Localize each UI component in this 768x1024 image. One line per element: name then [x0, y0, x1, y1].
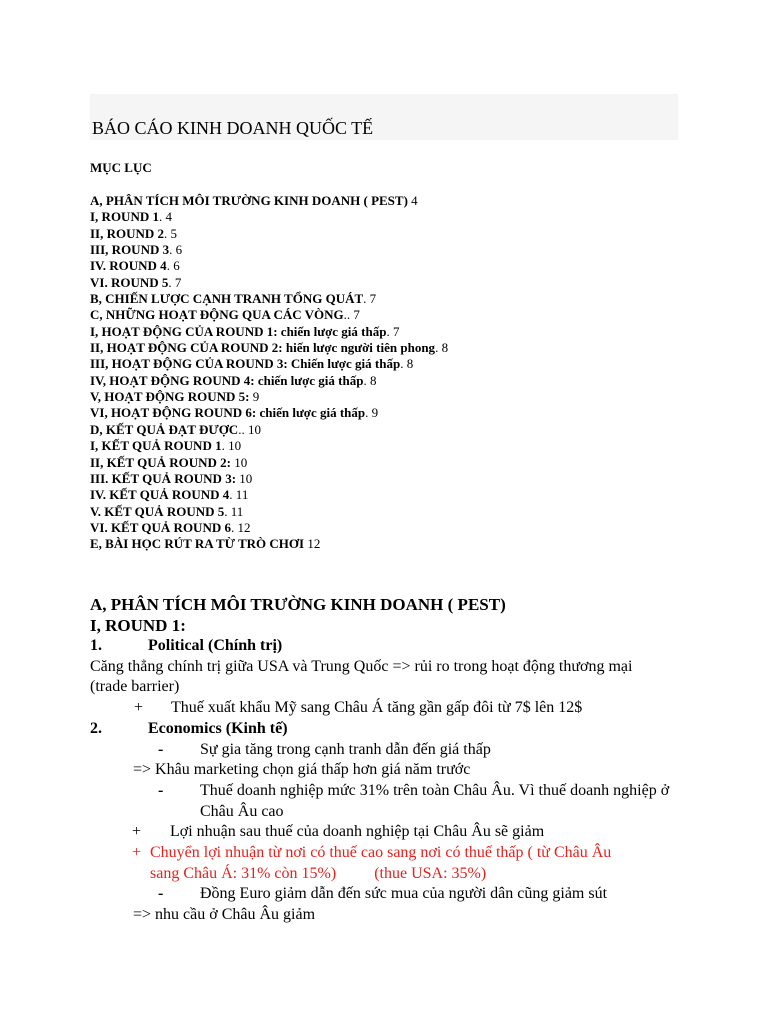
item-number: 1. — [90, 637, 102, 654]
toc-entry-page: . 9 — [365, 405, 379, 421]
toc-entry[interactable] — [90, 209, 448, 225]
toc-entry[interactable] — [90, 242, 448, 258]
econ-plus-1-text: Lợi nhuận sau thuế của doanh nghiệp tại Châu Âu sẽ giảm — [170, 823, 545, 841]
economics-item — [90, 719, 690, 740]
political-text: Căng thẳng chính trị giữa USA và Trung Quốc => rủi ro trong hoạt động thương mại (trade barrier) — [90, 657, 633, 696]
round-1-heading: I, ROUND 1: — [90, 616, 186, 635]
political-title: Political (Chính trị) — [148, 637, 283, 654]
toc-entry[interactable] — [90, 438, 448, 454]
toc-entry-page: . 11 — [224, 503, 244, 519]
section-a — [90, 594, 690, 926]
toc-entry[interactable] — [90, 307, 448, 323]
toc-entry-page: . 12 — [230, 519, 251, 535]
toc-entry-title: II, KẾT QUẢ ROUND 2: — [90, 454, 231, 470]
toc-entry-title: III, ROUND 3 — [90, 242, 170, 258]
toc-entry-page: . 10 — [221, 438, 242, 454]
econ-dash-1-text: Sự gia tăng trong cạnh tranh dẫn đến giá thấp — [200, 740, 491, 758]
toc-entry[interactable] — [90, 471, 448, 487]
economics-plus-1 — [90, 822, 690, 843]
econ-plus-2-line-2: sang Châu Á: 31% còn 15%) — [150, 864, 337, 882]
plus-marker: + — [132, 844, 142, 862]
toc-entry-page: . 7 — [386, 323, 400, 339]
econ-dash-3-text: Đồng Euro giảm dẫn đến sức mua của người dân cũng giảm sút — [200, 885, 608, 903]
toc-entry[interactable] — [90, 356, 448, 372]
toc-entry-title: D, KẾT QUẢ ĐẠT ĐƯỢC — [90, 421, 239, 437]
toc-entry-page: 4 — [407, 193, 418, 208]
item-number: 2. — [90, 719, 102, 737]
economics-dash-1 — [90, 740, 690, 761]
toc-entry-page: . 8 — [363, 372, 377, 388]
toc-entry-title: I, KẾT QUẢ ROUND 1 — [90, 438, 222, 454]
econ-arrow-2: => nhu cầu ở Châu Âu giảm — [133, 906, 316, 924]
toc-entry[interactable] — [90, 422, 448, 438]
document-title: BÁO CÁO KINH DOANH QUỐC TẾ — [92, 118, 374, 138]
toc-entry-title: II, ROUND 2 — [90, 225, 165, 241]
toc-entry-title: IV. ROUND 4 — [90, 258, 167, 274]
political-bullet — [90, 698, 690, 719]
toc-entry-title: A, PHÂN TÍCH MÔI TRƯỜNG KINH DOANH ( PEST) — [90, 193, 408, 208]
toc-entry-title: III, HOẠT ĐỘNG CỦA ROUND 3: Chiến lược giá thấp — [90, 356, 401, 372]
toc-entry-title: I, ROUND 1 — [90, 209, 159, 225]
toc-entry[interactable] — [90, 455, 448, 471]
toc-entry[interactable] — [90, 324, 448, 340]
toc-entry-title: VI. KẾT QUẢ ROUND 6 — [90, 519, 231, 535]
toc-entry-title: V, HOẠT ĐỘNG ROUND 5: — [90, 389, 250, 405]
toc-entry-title: E, BÀI HỌC RÚT RA TỪ TRÒ CHƠI — [90, 536, 305, 552]
plus-marker: + — [132, 823, 142, 841]
toc-entry-page: . 8 — [435, 340, 449, 356]
dash-marker: - — [158, 740, 164, 758]
toc-entry[interactable] — [90, 340, 448, 356]
econ-plus-2-note: (thue USA: 35%) — [374, 864, 487, 882]
toc-entry[interactable] — [90, 373, 448, 389]
toc-entry-page: 9 — [249, 389, 260, 405]
toc-entry-title: III. KẾT QUẢ ROUND 3: — [90, 470, 237, 486]
toc-entry-title: C, NHỮNG HOẠT ĐỘNG QUA CÁC VÒNG — [90, 307, 344, 323]
toc-entry-page: .. 7 — [343, 307, 360, 323]
political-item — [90, 636, 690, 657]
toc-entry-page: . 7 — [363, 291, 377, 307]
toc-entry-page: . 6 — [169, 242, 183, 258]
economics-title: Economics (Kinh tế) — [148, 719, 288, 737]
toc-entry-title: IV. KẾT QUẢ ROUND 4 — [90, 487, 230, 503]
toc-entry-page: . 11 — [229, 487, 249, 503]
econ-arrow-1: => Khâu marketing chọn giá thấp hơn giá năm trước — [133, 761, 471, 779]
toc-entry-page: . 4 — [158, 209, 172, 225]
dash-marker: - — [158, 781, 164, 799]
toc-entry[interactable] — [90, 405, 448, 421]
toc-entry-title: I, HOẠT ĐỘNG CỦA ROUND 1: chiến lược giá thấp — [90, 323, 387, 339]
toc-entry[interactable] — [90, 275, 448, 291]
economics-dash-3 — [90, 884, 690, 905]
toc-entry[interactable] — [90, 389, 448, 405]
toc-entry-page: 10 — [230, 454, 248, 470]
econ-dash-2-text: Thuế doanh nghiệp mức 31% trên toàn Châu Âu. Vì thuế doanh nghiệp ở Châu Âu cao — [200, 781, 670, 820]
toc-entry-page: . 8 — [400, 356, 414, 372]
econ-plus-2-line-1: Chuyển lợi nhuận từ nơi có thuế cao sang nơi có thuế thấp ( từ Châu Âu — [150, 844, 612, 862]
toc-entry[interactable] — [90, 487, 448, 503]
political-bullet-text: Thuế xuất khẩu Mỹ sang Châu Á tăng gần gấp đôi từ 7$ lên 12$ — [171, 699, 583, 717]
toc-entry-title: V. KẾT QUẢ ROUND 5 — [90, 503, 225, 519]
toc-heading: MỤC LỤC — [90, 160, 152, 175]
toc-entry-title: VI, HOẠT ĐỘNG ROUND 6: chiến lược giá thấp — [90, 405, 366, 421]
toc-entry-page: . 7 — [168, 274, 182, 290]
toc-entry[interactable] — [90, 258, 448, 274]
toc-entry[interactable] — [90, 536, 448, 552]
toc-entry-title: IV, HOẠT ĐỘNG ROUND 4: chiến lược giá thấp — [90, 372, 364, 388]
toc-entry[interactable] — [90, 504, 448, 520]
plus-marker: + — [134, 699, 144, 717]
toc-entry-page: . 6 — [166, 258, 180, 274]
section-a-heading: A, PHÂN TÍCH MÔI TRƯỜNG KINH DOANH ( PEST) — [90, 595, 506, 614]
toc-entry[interactable] — [90, 291, 448, 307]
toc-entry-title: II, HOẠT ĐỘNG CỦA ROUND 2: hiến lược người tiên phong — [90, 340, 436, 356]
toc-entry-page: .. 10 — [238, 421, 261, 437]
economics-dash-2 — [90, 781, 690, 822]
economics-plus-2 — [90, 843, 690, 864]
toc-entry[interactable] — [90, 520, 448, 536]
toc-entry-page: 10 — [236, 470, 253, 486]
economics-plus-2-cont — [90, 864, 690, 885]
toc-entry-page: . 5 — [164, 225, 178, 241]
toc-entry-page: 12 — [304, 536, 321, 552]
dash-marker: - — [158, 885, 164, 903]
toc-entry-title: VI. ROUND 5 — [90, 274, 169, 290]
toc-entry[interactable] — [90, 193, 448, 209]
toc-entry[interactable] — [90, 226, 448, 242]
toc-entry-title: B, CHIẾN LƯỢC CẠNH TRANH TỔNG QUÁT — [90, 291, 364, 307]
table-of-contents — [90, 193, 448, 553]
